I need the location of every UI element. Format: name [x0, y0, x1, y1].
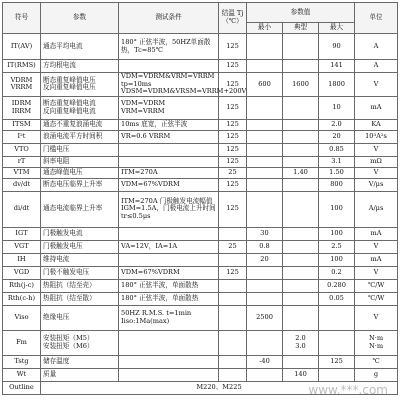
typ-cell: [283, 119, 319, 130]
table-row: [3, 266, 398, 279]
table-row: [3, 305, 398, 330]
unit-cell: ℃/W: [355, 279, 398, 292]
header-min: 最小: [247, 23, 283, 34]
min-cell: [247, 279, 283, 292]
unit-cell: A: [355, 60, 398, 73]
param-cell: 断态电压临界上升率: [41, 178, 119, 191]
table-row: [3, 368, 398, 381]
max-cell: 141: [319, 60, 355, 73]
unit-cell: V: [355, 73, 398, 97]
unit-cell: mA: [355, 96, 398, 119]
max-cell: 90: [319, 34, 355, 60]
header-param: 参数: [41, 3, 119, 34]
table-row: [3, 240, 398, 253]
condition-cell: 10ms 底宽，正弦半波: [119, 119, 219, 130]
table-row: [3, 73, 398, 97]
max-cell: [319, 368, 355, 381]
tj-cell: 125: [219, 266, 247, 279]
typ-cell: [283, 305, 319, 330]
tj-cell: 125: [219, 60, 247, 73]
table-row: [3, 96, 398, 119]
condition-cell: VA=12V，IA=1A: [119, 240, 219, 253]
max-cell: 100: [319, 253, 355, 266]
param-cell: 方均根电流: [41, 60, 119, 73]
symbol-cell: Rth(c-h): [3, 292, 41, 305]
symbol-cell: I²t: [3, 130, 41, 143]
table-row: [3, 292, 398, 305]
header-max: 最大: [319, 23, 355, 34]
table-row: [3, 330, 398, 355]
param-cell: 断态重复峰值电流 反向重复峰值电流: [41, 96, 119, 119]
table-row: [3, 156, 398, 167]
unit-cell: V: [355, 143, 398, 156]
unit-cell: V/μs: [355, 178, 398, 191]
condition-cell: [119, 368, 219, 381]
symbol-cell: Fm: [3, 330, 41, 355]
unit-cell: ℃: [355, 355, 398, 368]
tj-cell: [219, 330, 247, 355]
min-cell: 0.8: [247, 240, 283, 253]
min-cell: [247, 368, 283, 381]
tj-cell: 25: [219, 240, 247, 253]
condition-cell: 180° 正弦半波，50HZ单面散热，Tc=85℃: [119, 34, 219, 60]
table-row: [3, 279, 398, 292]
param-cell: 通态电流临界上升率: [41, 191, 119, 227]
min-cell: [247, 266, 283, 279]
tj-cell: [219, 368, 247, 381]
condition-cell: [119, 253, 219, 266]
tj-cell: [219, 279, 247, 292]
min-cell: [247, 119, 283, 130]
watermark: www.***.com: [308, 383, 388, 397]
table-row: [3, 253, 398, 266]
symbol-cell: IDRM IRRM: [3, 96, 41, 119]
typ-cell: [283, 292, 319, 305]
min-cell: 30: [247, 227, 283, 240]
header-symbol: 符号: [3, 3, 41, 34]
tj-cell: 125: [219, 73, 247, 97]
max-cell: 1.50: [319, 167, 355, 178]
typ-cell: [283, 143, 319, 156]
typ-cell: [283, 34, 319, 60]
spec-table: [2, 2, 398, 395]
typ-cell: [283, 96, 319, 119]
max-cell: 3.1: [319, 156, 355, 167]
symbol-cell: Viso: [3, 305, 41, 330]
symbol-cell: IH: [3, 253, 41, 266]
symbol-cell: Wt: [3, 368, 41, 381]
condition-cell: 50HZ R.M.S. t=1min Iiso:1Ma(max): [119, 305, 219, 330]
table-row: [3, 130, 398, 143]
tj-cell: [219, 227, 247, 240]
param-cell: 斜率电阻: [41, 156, 119, 167]
unit-cell: V: [355, 240, 398, 253]
condition-cell: VDM=67%VDRM: [119, 178, 219, 191]
condition-cell: VDM=VDRM VRM=VRRM: [119, 96, 219, 119]
unit-cell: A/μs: [355, 191, 398, 227]
symbol-cell: ITSM: [3, 119, 41, 130]
min-cell: [247, 34, 283, 60]
symbol-cell: VGD: [3, 266, 41, 279]
param-cell: 质量: [41, 368, 119, 381]
typ-cell: [283, 240, 319, 253]
tj-cell: 125: [219, 119, 247, 130]
min-cell: -40: [247, 355, 283, 368]
param-cell: 通态不重复浪涌电流: [41, 119, 119, 130]
condition-cell: VDM=67%VDRM: [119, 266, 219, 279]
min-cell: [247, 191, 283, 227]
min-cell: [247, 167, 283, 178]
table-row: [3, 119, 398, 130]
typ-cell: [283, 156, 319, 167]
typ-cell: 1.40: [283, 167, 319, 178]
min-cell: [247, 96, 283, 119]
condition-cell: VDM=VDRM&VRM=VRRM tp=10ms VDSM=VDRM&VRSM=VRRM+200V: [119, 73, 219, 97]
table-row: [3, 191, 398, 227]
table-row: [3, 143, 398, 156]
param-cell: 断态重复峰值电压 反向重复峰值电压: [41, 73, 119, 97]
typ-cell: [283, 130, 319, 143]
typ-cell: [283, 279, 319, 292]
param-cell: 热阻抗（结至壳）: [41, 279, 119, 292]
condition-cell: [119, 227, 219, 240]
condition-cell: [119, 143, 219, 156]
condition-cell: VR=0.6 VRRM: [119, 130, 219, 143]
unit-cell: g: [355, 368, 398, 381]
tj-cell: [219, 253, 247, 266]
min-cell: [247, 156, 283, 167]
tj-cell: [219, 305, 247, 330]
symbol-cell: Rth(j-c): [3, 279, 41, 292]
table-row: [3, 60, 398, 73]
header-condition: 测试条件: [119, 3, 219, 34]
condition-cell: ITM=270A: [119, 167, 219, 178]
param-cell: 热阻抗（结至散）: [41, 292, 119, 305]
unit-cell: mA: [355, 253, 398, 266]
symbol-cell: IGT: [3, 227, 41, 240]
param-cell: 通态平均电流: [41, 34, 119, 60]
max-cell: 125: [319, 355, 355, 368]
min-cell: 600: [247, 73, 283, 97]
max-cell: 1800: [319, 73, 355, 97]
unit-cell: 10³A²s: [355, 130, 398, 143]
typ-cell: 2.0 3.0: [283, 330, 319, 355]
min-cell: [247, 292, 283, 305]
symbol-cell: rT: [3, 156, 41, 167]
min-cell: [247, 130, 283, 143]
min-cell: [247, 143, 283, 156]
max-cell: 0.2: [319, 266, 355, 279]
param-cell: 绝缘电压: [41, 305, 119, 330]
symbol-cell: di/dt: [3, 191, 41, 227]
tj-cell: 125: [219, 34, 247, 60]
typ-cell: [283, 178, 319, 191]
max-cell: 0.280: [319, 279, 355, 292]
condition-cell: 180° 正弦半波，单面散热: [119, 292, 219, 305]
typ-cell: [283, 253, 319, 266]
condition-cell: [119, 156, 219, 167]
tj-cell: 125: [219, 143, 247, 156]
min-cell: [247, 178, 283, 191]
symbol-cell: VGT: [3, 240, 41, 253]
header-unit: 单位: [355, 3, 398, 34]
typ-cell: [283, 191, 319, 227]
unit-cell: ℃/W: [355, 292, 398, 305]
symbol-cell: Tstg: [3, 355, 41, 368]
max-cell: 20: [319, 130, 355, 143]
symbol-cell: VTO: [3, 143, 41, 156]
param-cell: 门极触发电压: [41, 240, 119, 253]
unit-cell: KA: [355, 119, 398, 130]
tj-cell: [219, 292, 247, 305]
symbol-cell: IT(AV): [3, 34, 41, 60]
table-row: [3, 34, 398, 60]
tj-cell: 125: [219, 130, 247, 143]
header-typ: 典型: [283, 23, 319, 34]
header-tj: 结温 Tj（℃）: [219, 3, 247, 34]
spec-table-body: [3, 34, 398, 382]
symbol-cell: VDRM VRRM: [3, 73, 41, 97]
unit-cell: N·m N·m: [355, 330, 398, 355]
condition-cell: 180° 正弦半波，单面散热: [119, 279, 219, 292]
unit-cell: A: [355, 34, 398, 60]
typ-cell: [283, 60, 319, 73]
condition-cell: ITM=270A 门极触发电流幅值IGM=1.5A，门极电流上升时间tr≤0.5μs: [119, 191, 219, 227]
condition-cell: [119, 60, 219, 73]
unit-cell: mA: [355, 227, 398, 240]
max-cell: 2.5: [319, 240, 355, 253]
typ-cell: 1600: [283, 73, 319, 97]
tj-cell: 25: [219, 167, 247, 178]
condition-cell: [119, 355, 219, 368]
tj-cell: 125: [219, 96, 247, 119]
table-row: [3, 227, 398, 240]
min-cell: 20: [247, 253, 283, 266]
typ-cell: 140: [283, 368, 319, 381]
max-cell: [319, 330, 355, 355]
unit-cell: V: [355, 266, 398, 279]
symbol-cell: dv/dt: [3, 178, 41, 191]
param-cell: 通态峰值电压: [41, 167, 119, 178]
param-cell: 维持电流: [41, 253, 119, 266]
min-cell: [247, 60, 283, 73]
tj-cell: 125: [219, 191, 247, 227]
condition-cell: [119, 330, 219, 355]
param-cell: 门槛电压: [41, 143, 119, 156]
unit-cell: V: [355, 305, 398, 330]
param-cell: 安装扭矩（M5） 安装扭矩（M6）: [41, 330, 119, 355]
min-cell: [247, 330, 283, 355]
table-row: [3, 167, 398, 178]
symbol-cell: IT(RMS): [3, 60, 41, 73]
typ-cell: [283, 227, 319, 240]
max-cell: 2.0: [319, 119, 355, 130]
max-cell: 0.05: [319, 292, 355, 305]
outline-label: Outline: [3, 381, 41, 394]
param-cell: 门极不触发电压: [41, 266, 119, 279]
table-row: [3, 355, 398, 368]
tj-cell: [219, 355, 247, 368]
tj-cell: 125: [219, 156, 247, 167]
max-cell: 0.85: [319, 143, 355, 156]
symbol-cell: VTM: [3, 167, 41, 178]
typ-cell: [283, 355, 319, 368]
outline-value: M220、M225: [41, 381, 398, 394]
param-cell: 浪涌电流平方时间积: [41, 130, 119, 143]
max-cell: 100: [319, 227, 355, 240]
max-cell: 800: [319, 178, 355, 191]
header-values: 参数值: [247, 3, 355, 23]
min-cell: 2500: [247, 305, 283, 330]
param-cell: 储存温度: [41, 355, 119, 368]
tj-cell: 125: [219, 178, 247, 191]
table-row: [3, 178, 398, 191]
unit-cell: V: [355, 167, 398, 178]
max-cell: [319, 305, 355, 330]
unit-cell: mΩ: [355, 156, 398, 167]
param-cell: 门极触发电流: [41, 227, 119, 240]
typ-cell: [283, 266, 319, 279]
max-cell: 10: [319, 96, 355, 119]
max-cell: 100: [319, 191, 355, 227]
